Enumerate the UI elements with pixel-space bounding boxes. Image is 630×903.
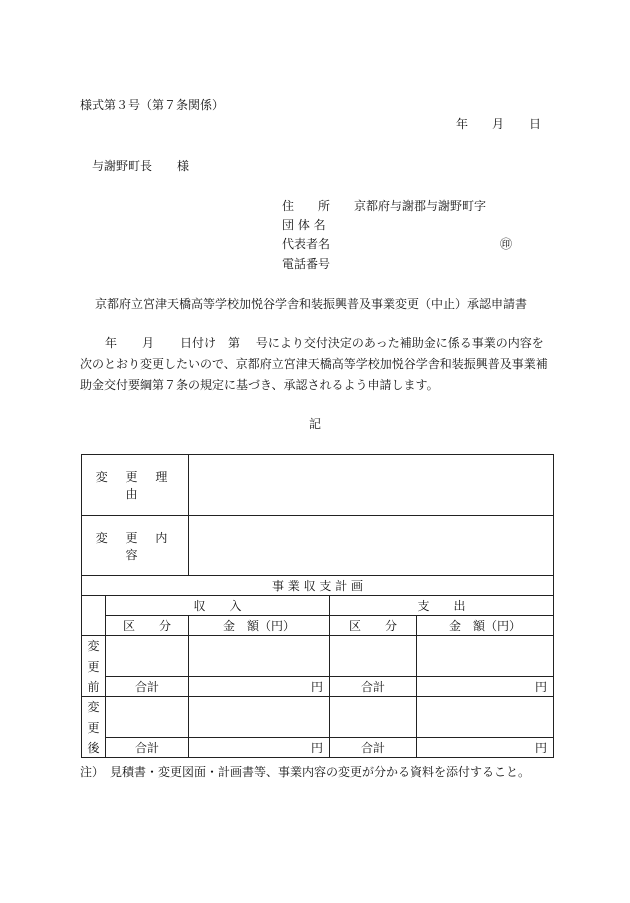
- expense-category-header: 区 分: [330, 616, 417, 636]
- ki-heading: 記: [309, 417, 322, 431]
- before-income-total-yen: 円: [189, 677, 330, 697]
- income-header: 収 入: [106, 596, 330, 616]
- address-value: 京都府与謝郡与謝野町字: [354, 199, 487, 213]
- document-title: 京都府立宮津天橋高等学校加悦谷学舎和装振興普及事業変更（中止）承認申請書: [95, 297, 528, 311]
- body-line-2: 次のとおり変更したいので、京都府立宮津天橋高等学校加悦谷学舎和装振興普及事業補: [80, 357, 548, 371]
- before-char-3: 前: [82, 677, 106, 697]
- before-char-1: 変: [82, 636, 106, 656]
- before-income-total-label: 合計: [106, 677, 189, 697]
- before-expense-total-yen: 円: [417, 677, 554, 697]
- footnote: 注） 見積書・変更図面・計画書等、事業内容の変更が分かる資料を添付すること。: [80, 765, 531, 779]
- date-day: 日: [529, 117, 542, 131]
- date-month: 月: [492, 117, 505, 131]
- after-income-amount[interactable]: [189, 697, 330, 738]
- body-year: 年: [105, 336, 118, 350]
- phone-label: 電話番号: [282, 257, 331, 271]
- plan-corner-cell: [82, 596, 106, 636]
- reason-label: 変 更 理 由: [82, 455, 189, 516]
- plan-title: 事 業 収 支 計 画: [82, 576, 554, 596]
- body-month: 月: [142, 336, 155, 350]
- after-income-category[interactable]: [106, 697, 189, 738]
- before-income-amount[interactable]: [189, 636, 330, 677]
- content-field[interactable]: [189, 516, 554, 576]
- after-income-total-label: 合計: [106, 738, 189, 758]
- expense-amount-header: 金 額（円）: [417, 616, 554, 636]
- change-form-table: [81, 454, 554, 758]
- addressee-suffix: 様: [177, 159, 190, 173]
- form-number: 様式第３号（第７条関係）: [80, 98, 225, 112]
- org-label: 団 体 名: [282, 218, 326, 232]
- after-char-3: 後: [82, 738, 106, 758]
- addressee: 与謝野町長: [92, 159, 153, 173]
- income-amount-header: 金 額（円）: [189, 616, 330, 636]
- before-expense-amount[interactable]: [417, 636, 554, 677]
- date-year: 年: [456, 117, 469, 131]
- seal-mark: ㊞: [500, 237, 513, 251]
- body-line-3: 助金交付要綱第７条の規定に基づき、承認されるよう申請します。: [80, 378, 439, 392]
- reason-field[interactable]: [189, 455, 554, 516]
- expense-header: 支 出: [330, 596, 554, 616]
- after-expense-amount[interactable]: [417, 697, 554, 738]
- after-char-2: 更: [82, 717, 106, 738]
- after-expense-total-label: 合計: [330, 738, 417, 758]
- before-income-category[interactable]: [106, 636, 189, 677]
- income-category-header: 区 分: [106, 616, 189, 636]
- body-line-1: 日付け 第 号により交付決定のあった補助金に係る事業の内容を: [180, 336, 544, 350]
- rep-label: 代表者名: [282, 237, 331, 251]
- before-expense-category[interactable]: [330, 636, 417, 677]
- before-char-2: 更: [82, 656, 106, 677]
- after-expense-category[interactable]: [330, 697, 417, 738]
- before-expense-total-label: 合計: [330, 677, 417, 697]
- content-label: 変 更 内 容: [82, 516, 189, 576]
- after-expense-total-yen: 円: [417, 738, 554, 758]
- address-label: 住 所: [282, 199, 331, 213]
- after-income-total-yen: 円: [189, 738, 330, 758]
- after-char-1: 変: [82, 697, 106, 717]
